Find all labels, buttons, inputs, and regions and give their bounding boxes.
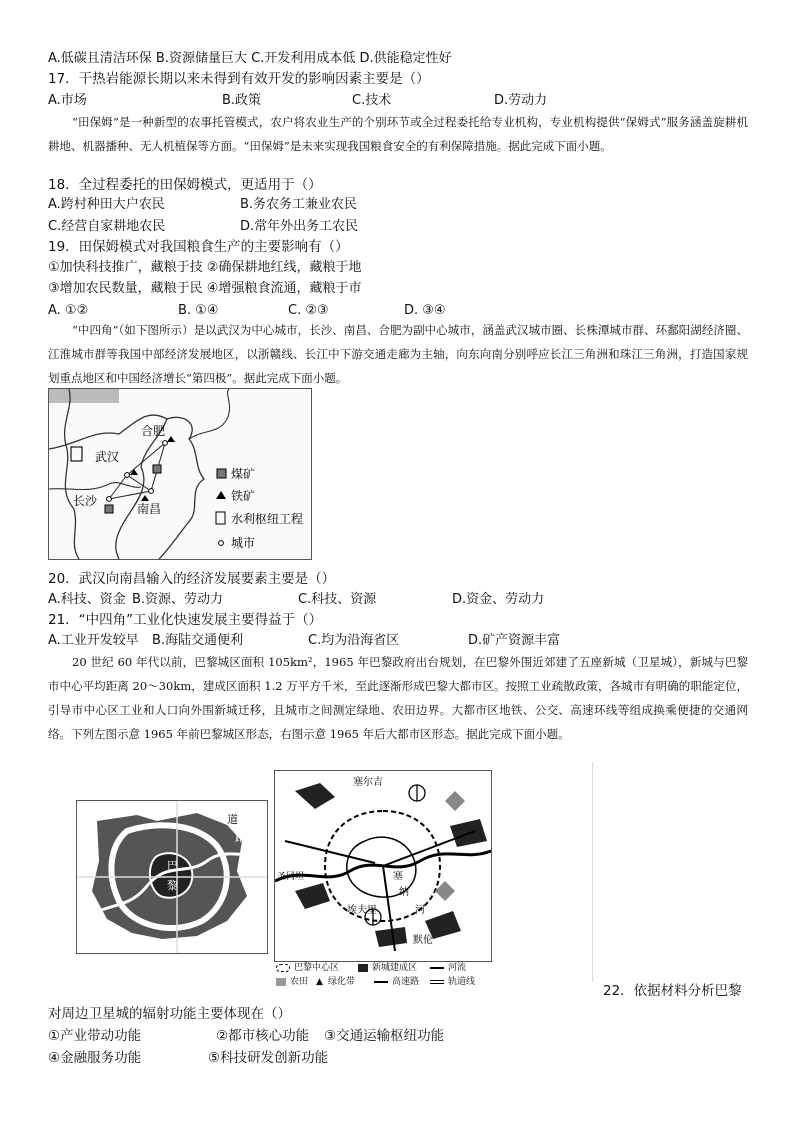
province-boundary-3 bbox=[116, 419, 167, 559]
map-corner-label bbox=[49, 389, 119, 403]
legend-iron-icon bbox=[216, 491, 226, 499]
label-cergy: 塞尔吉 bbox=[353, 777, 383, 788]
q22-item-4: ④金融服务功能 bbox=[48, 1050, 142, 1066]
legend-rail-icon bbox=[430, 980, 444, 984]
q20-option-b: B.资源、劳动力 bbox=[132, 592, 224, 607]
q21-option-a: A.工业开发较早 bbox=[48, 633, 139, 648]
highway-1 bbox=[285, 841, 375, 863]
paris-before-1965-svg bbox=[77, 801, 267, 953]
q19-option-b: B. ①④ bbox=[178, 303, 219, 318]
page-divider bbox=[592, 762, 593, 982]
label-seine-1: 塞 bbox=[393, 871, 403, 882]
q17-option-a: A.市场 bbox=[48, 93, 87, 108]
new-town-evry bbox=[375, 927, 407, 947]
city-label-wuhan: 武汉 bbox=[95, 450, 120, 464]
city-dot-changsha bbox=[107, 497, 112, 502]
city-dot-hefei bbox=[163, 441, 168, 446]
label-lu: 路 bbox=[235, 831, 246, 844]
legend-farmland-label: 农田 bbox=[290, 977, 309, 987]
paris-map-legend bbox=[276, 962, 490, 990]
link-wuhan-nanchang bbox=[127, 475, 151, 491]
q22-item-2: ②都市核心功能 bbox=[216, 1028, 310, 1044]
q17-option-d: D.劳动力 bbox=[494, 93, 548, 108]
city-label-changsha: 长沙 bbox=[73, 494, 98, 508]
passage-zhongsijiao bbox=[48, 318, 748, 390]
city-label-hefei: 合肥 bbox=[141, 424, 166, 438]
q16-options: A.低碳且清洁环保 B.资源储量巨大 C.开发利用成本低 D.供能稳定性好 bbox=[48, 51, 452, 66]
legend-rail-label: 轨道线 bbox=[448, 977, 476, 987]
q19-option-a: A. ①② bbox=[48, 303, 89, 318]
province-boundary-4 bbox=[49, 483, 141, 490]
city-label-nanchang: 南昌 bbox=[137, 502, 162, 516]
q21-option-c: C.均为沿海省区 bbox=[308, 633, 400, 648]
legend-river-icon bbox=[430, 967, 444, 969]
province-boundary-1 bbox=[49, 415, 204, 559]
legend-city-icon bbox=[219, 541, 224, 546]
paris-before-1965-map bbox=[76, 800, 268, 954]
coal-mine-2 bbox=[153, 465, 161, 473]
q18-option-a: A.跨村种田大户农民 bbox=[48, 197, 165, 212]
label-evry: 埃夫里 bbox=[347, 905, 377, 916]
q19-stem: 19．田保姆模式对我国粮食生产的主要影响有（） bbox=[48, 239, 349, 255]
iron-mine-3 bbox=[141, 495, 149, 501]
passage-paris bbox=[48, 650, 748, 746]
legend-iron-label: 铁矿 bbox=[231, 489, 256, 503]
q18-stem: 18．全过程委托的田保姆模式，更适用于（） bbox=[48, 177, 322, 193]
q19-option-d: D. ③④ bbox=[404, 303, 446, 318]
legend-highway-label: 高速路 bbox=[392, 977, 420, 987]
q18-option-c: C.经营自家耕地农民 bbox=[48, 219, 166, 234]
legend-river-label: 河流 bbox=[448, 963, 467, 973]
q22-item-5: ⑤科技研发创新功能 bbox=[208, 1050, 329, 1066]
legend-city-label: 城市 bbox=[231, 536, 256, 550]
q19-option-c: C. ②③ bbox=[288, 303, 329, 318]
legend-greenbelt-label: 绿化带 bbox=[328, 977, 356, 987]
passage-paris-text: 20 世纪 60 年代以前，巴黎城区面积 105km²，1965 年巴黎政府出台规划，在巴黎外围近郊建了五座新城（卫星城），新城与巴黎市中心平均距离 20～30km，建成区面积 1.2 万平方千米，至此逐渐形成巴黎大都市区。按照工业疏散政策，各城市有明确的职能定位，引导市中心区工业和人口向外围新城迁移，且城市之间测定绿地、农田边界。大都市区地铁、公交、高速环线等组成换乘便捷的交通网络。下列左图示意 1965 年前巴黎城区形态，右图示意 1965 年后大都市区形态。据此完成下面小题。 bbox=[48, 655, 748, 741]
paris-after-1965-svg bbox=[275, 771, 491, 961]
q20-option-c: C.科技、资源 bbox=[298, 592, 377, 607]
farmland-diamond-1 bbox=[445, 791, 465, 811]
q21-option-d: D.矿产资源丰富 bbox=[468, 633, 561, 648]
hydro-project-1 bbox=[71, 447, 82, 461]
province-boundary-2 bbox=[65, 389, 79, 559]
label-dao: 道 bbox=[227, 813, 238, 826]
q22-stem-part1: 22．依据材料分析巴黎 bbox=[603, 983, 742, 999]
legend-coal-label: 煤矿 bbox=[231, 467, 256, 481]
passage-tianbaomu bbox=[48, 110, 748, 158]
city-dot-nanchang bbox=[149, 489, 154, 494]
q21-option-b: B.海陆交通便利 bbox=[152, 633, 244, 648]
label-river: 河 bbox=[415, 905, 425, 916]
highway-2 bbox=[383, 831, 475, 866]
q22-item-3: ③交通运输枢纽功能 bbox=[324, 1028, 445, 1044]
legend-newtown-label: 新城建成区 bbox=[372, 963, 418, 973]
q19-statements-1: ①加快科技推广，藏粮于技 ②确保耕地红线，藏粮于地 bbox=[48, 260, 362, 275]
q22-stem-part2: 对周边卫星城的辐射功能主要体现在（） bbox=[48, 1006, 291, 1022]
q18-option-d: D.常年外出务工农民 bbox=[240, 219, 359, 234]
label-li: 黎 bbox=[167, 879, 178, 892]
label-ba: 巴 bbox=[167, 859, 178, 872]
iron-mine-1 bbox=[167, 436, 175, 442]
legend-newtown-icon bbox=[358, 964, 368, 972]
legend-highway-icon bbox=[374, 981, 388, 983]
passage-tianbaomu-text: “田保姆”是一种新型的农事托管模式，农户将农业生产的个别环节或全过程委托给专业机构，专业机构提供“保姆式”服务涵盖旋耕机耕地、机器播种、无人机植保等方面。“田保姆”是未来实现我国粮食安全的有利保障措施。据此完成下面小题。 bbox=[48, 115, 748, 153]
q22-item-1: ①产业带动功能 bbox=[48, 1028, 142, 1044]
q17-option-b: B.政策 bbox=[222, 93, 262, 108]
legend-farmland-icon bbox=[276, 978, 286, 986]
legend-hydro-label: 水利枢纽工程 bbox=[231, 512, 304, 526]
link-wuhan-changsha bbox=[109, 475, 127, 499]
label-saint-quentin: 圣冈坦 bbox=[277, 872, 305, 882]
passage-zhongsijiao-text: “中四角”（如下图所示）是以武汉为中心城市，长沙、南昌、合肥为副中心城市，涵盖武汉城市圈、长株潭城市群、环鄱阳湖经济圈、江淮城市群等我国中部经济发展地区，以浙赣线、长江中下游交通走廊为主轴，向东向南分别呼应长江三角洲和珠江三角洲，打造国家规划重点地区和中国经济增长“第四极”。据此完成下面小题。 bbox=[48, 323, 748, 385]
new-town-saint-quentin bbox=[295, 883, 330, 909]
q17-stem: 17．干热岩能源长期以来未得到有效开发的影响因素主要是（） bbox=[48, 71, 430, 87]
q21-stem: 21．“中四角”工业化快速发展主要得益于（） bbox=[48, 612, 323, 628]
label-melun: 默伦 bbox=[413, 935, 433, 946]
label-seine-2: 纳 bbox=[399, 887, 409, 898]
legend-hydro-icon bbox=[216, 512, 225, 524]
q19-statements-2: ③增加农民数量，藏粮于民 ④增强粮食流通，藏粮于市 bbox=[48, 281, 362, 296]
zhongsijiao-map-svg bbox=[49, 389, 311, 559]
q20-stem: 20．武汉向南昌输入的经济发展要素主要是（） bbox=[48, 571, 336, 587]
q18-option-b: B.务农务工兼业农民 bbox=[240, 197, 358, 212]
province-boundary-5 bbox=[189, 389, 230, 439]
legend-greenbelt-icon: ▲ bbox=[316, 977, 323, 987]
legend-coal-icon bbox=[217, 469, 226, 478]
zhongsijiao-map bbox=[48, 388, 312, 560]
legend-center-icon bbox=[276, 964, 290, 972]
coal-mine-1 bbox=[105, 505, 113, 513]
new-town-cergy bbox=[295, 783, 335, 809]
q20-option-d: D.资金、劳动力 bbox=[452, 592, 545, 607]
legend-center-label: 巴黎中心区 bbox=[294, 963, 340, 973]
q17-option-c: C.技术 bbox=[352, 93, 392, 108]
paris-after-1965-map bbox=[274, 770, 492, 962]
q20-option-a: A.科技、资金 bbox=[48, 592, 126, 607]
city-dot-wuhan bbox=[125, 473, 130, 478]
